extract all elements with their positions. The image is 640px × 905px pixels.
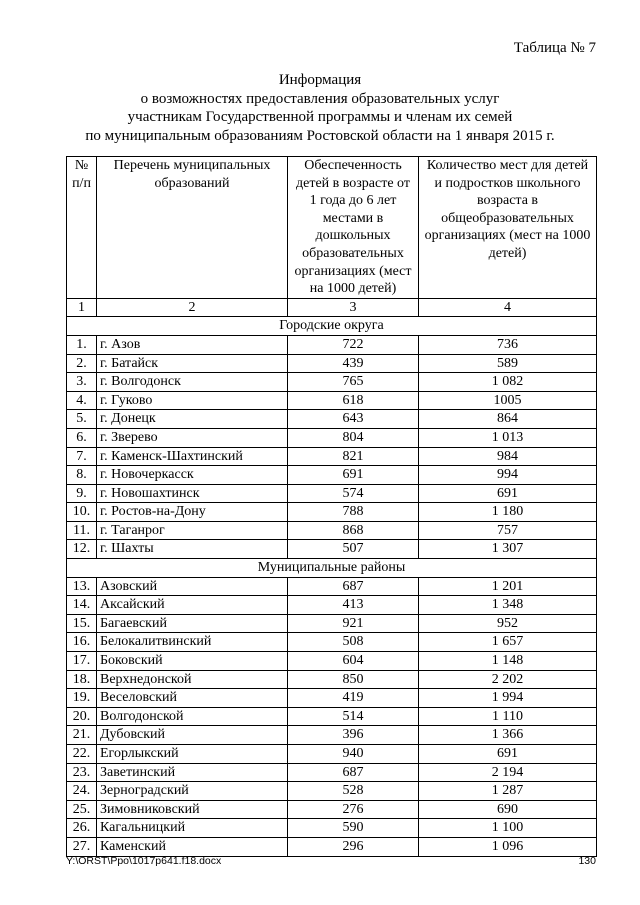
school-value: 1 082 — [419, 373, 597, 392]
row-number: 23. — [67, 763, 97, 782]
table-label: Таблица № 7 — [513, 40, 596, 56]
municipality-name: г. Шахты — [97, 540, 288, 559]
school-value: 1 110 — [419, 707, 597, 726]
header-school: Количество мест для детей и подростков школьного возраста в общеобразовательных организациях (мест на 1000 детей) — [419, 157, 597, 299]
section-title: Муниципальные районы — [67, 559, 597, 578]
row-number: 24. — [67, 782, 97, 801]
municipality-name: г. Батайск — [97, 354, 288, 373]
municipality-name: Багаевский — [97, 614, 288, 633]
school-value: 1 994 — [419, 689, 597, 708]
municipality-name: г. Новошахтинск — [97, 484, 288, 503]
header-municipality: Перечень муниципальных образований — [97, 157, 288, 299]
municipality-name: г. Зверево — [97, 428, 288, 447]
municipality-name: г. Донецк — [97, 410, 288, 429]
table-body — [67, 317, 597, 856]
school-value: 757 — [419, 521, 597, 540]
row-number: 20. — [67, 707, 97, 726]
preschool-value: 618 — [288, 391, 419, 410]
section-row — [67, 559, 597, 578]
school-value: 1 366 — [419, 726, 597, 745]
municipality-name: Каменский — [97, 837, 288, 856]
row-number: 1. — [67, 335, 97, 354]
row-number: 4. — [67, 391, 97, 410]
school-value: 589 — [419, 354, 597, 373]
table-row — [67, 670, 597, 689]
school-value: 1 180 — [419, 503, 597, 522]
municipality-name: Аксайский — [97, 596, 288, 615]
preschool-value: 574 — [288, 484, 419, 503]
preschool-value: 940 — [288, 745, 419, 764]
row-number: 2. — [67, 354, 97, 373]
preschool-value: 276 — [288, 800, 419, 819]
title-line: по муниципальным образованиям Ростовской области на 1 января 2015 г. — [85, 127, 555, 144]
document-title — [60, 71, 580, 145]
row-number: 21. — [67, 726, 97, 745]
table-row — [67, 819, 597, 838]
row-number: 11. — [67, 521, 97, 540]
municipality-name: Кагальницкий — [97, 819, 288, 838]
column-number: 1 — [67, 298, 97, 317]
preschool-value: 514 — [288, 707, 419, 726]
header-number: № п/п — [67, 157, 97, 299]
row-number: 16. — [67, 633, 97, 652]
municipality-name: Зерноградский — [97, 782, 288, 801]
row-number: 27. — [67, 837, 97, 856]
preschool-value: 868 — [288, 521, 419, 540]
table-row — [67, 540, 597, 559]
table-row — [67, 354, 597, 373]
municipality-name: Азовский — [97, 577, 288, 596]
school-value: 1005 — [419, 391, 597, 410]
table-row — [67, 503, 597, 522]
column-number-row — [67, 298, 597, 317]
preschool-value: 687 — [288, 577, 419, 596]
preschool-value: 296 — [288, 837, 419, 856]
row-number: 15. — [67, 614, 97, 633]
municipality-name: г. Ростов-на-Дону — [97, 503, 288, 522]
row-number: 14. — [67, 596, 97, 615]
municipality-name: г. Азов — [97, 335, 288, 354]
table-row — [67, 410, 597, 429]
municipality-name: г. Таганрог — [97, 521, 288, 540]
preschool-value: 590 — [288, 819, 419, 838]
table-row — [67, 707, 597, 726]
table-row — [67, 800, 597, 819]
municipality-name: г. Каменск-Шахтинский — [97, 447, 288, 466]
table-row — [67, 763, 597, 782]
school-value: 1 348 — [419, 596, 597, 615]
table-row — [67, 521, 597, 540]
municipality-name: Веселовский — [97, 689, 288, 708]
header-preschool: Обеспеченность детей в возрасте от 1 года до 6 лет местами в дошкольных образовательных организациях (мест на 1000 детей) — [288, 157, 419, 299]
school-value: 994 — [419, 466, 597, 485]
school-value: 690 — [419, 800, 597, 819]
table-row — [67, 373, 597, 392]
school-value: 1 100 — [419, 819, 597, 838]
row-number: 17. — [67, 652, 97, 671]
school-value: 1 013 — [419, 428, 597, 447]
row-number: 12. — [67, 540, 97, 559]
preschool-value: 722 — [288, 335, 419, 354]
section-row — [67, 317, 597, 336]
table-row — [67, 726, 597, 745]
preschool-value: 508 — [288, 633, 419, 652]
school-value: 691 — [419, 484, 597, 503]
preschool-value: 691 — [288, 466, 419, 485]
title-line: о возможностях предоставления образовательных услуг — [140, 90, 500, 107]
municipality-name: г. Гуково — [97, 391, 288, 410]
school-value: 691 — [419, 745, 597, 764]
school-value: 1 148 — [419, 652, 597, 671]
table-row — [67, 782, 597, 801]
table-row — [67, 614, 597, 633]
table-row — [67, 391, 597, 410]
municipality-name: г. Волгодонск — [97, 373, 288, 392]
footer-page-number: 130 — [578, 855, 596, 867]
table-row — [67, 633, 597, 652]
school-value: 2 202 — [419, 670, 597, 689]
school-value: 1 657 — [419, 633, 597, 652]
row-number: 9. — [67, 484, 97, 503]
table-row — [67, 466, 597, 485]
table-row — [67, 447, 597, 466]
preschool-value: 821 — [288, 447, 419, 466]
preschool-value: 804 — [288, 428, 419, 447]
preschool-value: 687 — [288, 763, 419, 782]
table-row — [67, 652, 597, 671]
school-value: 1 307 — [419, 540, 597, 559]
title-line: участникам Государственной программы и членам их семей — [127, 109, 513, 125]
row-number: 26. — [67, 819, 97, 838]
title-line: Информация — [278, 72, 362, 88]
school-value: 1 201 — [419, 577, 597, 596]
school-value: 2 194 — [419, 763, 597, 782]
school-value: 1 096 — [419, 837, 597, 856]
row-number: 5. — [67, 410, 97, 429]
column-number: 4 — [419, 298, 597, 317]
municipality-name: г. Новочеркасск — [97, 466, 288, 485]
table-row — [67, 428, 597, 447]
municipality-name: Верхнедонской — [97, 670, 288, 689]
table-row — [67, 596, 597, 615]
preschool-value: 413 — [288, 596, 419, 615]
school-value: 736 — [419, 335, 597, 354]
municipality-name: Егорлыкский — [97, 745, 288, 764]
table-row — [67, 484, 597, 503]
row-number: 3. — [67, 373, 97, 392]
row-number: 8. — [67, 466, 97, 485]
municipality-name: Дубовский — [97, 726, 288, 745]
column-number: 2 — [97, 298, 288, 317]
municipality-name: Волгодонской — [97, 707, 288, 726]
header-row — [67, 157, 597, 299]
preschool-value: 921 — [288, 614, 419, 633]
preschool-value: 604 — [288, 652, 419, 671]
table-row — [67, 689, 597, 708]
school-value: 1 287 — [419, 782, 597, 801]
preschool-value: 765 — [288, 373, 419, 392]
preschool-value: 507 — [288, 540, 419, 559]
section-title: Городские округа — [67, 317, 597, 336]
column-number: 3 — [288, 298, 419, 317]
table-row — [67, 577, 597, 596]
school-value: 864 — [419, 410, 597, 429]
preschool-value: 396 — [288, 726, 419, 745]
row-number: 18. — [67, 670, 97, 689]
preschool-value: 643 — [288, 410, 419, 429]
municipality-name: Заветинский — [97, 763, 288, 782]
preschool-value: 850 — [288, 670, 419, 689]
row-number: 6. — [67, 428, 97, 447]
preschool-value: 419 — [288, 689, 419, 708]
table-row — [67, 745, 597, 764]
municipality-name: Зимовниковский — [97, 800, 288, 819]
municipality-name: Боковский — [97, 652, 288, 671]
row-number: 19. — [67, 689, 97, 708]
preschool-value: 439 — [288, 354, 419, 373]
footer-file-path: Y:\ORST\Ppo\1017p641.f18.docx — [66, 855, 222, 867]
row-number: 25. — [67, 800, 97, 819]
municipality-name: Белокалитвинский — [97, 633, 288, 652]
table-row — [67, 837, 597, 856]
school-value: 952 — [419, 614, 597, 633]
table-row — [67, 335, 597, 354]
preschool-value: 788 — [288, 503, 419, 522]
row-number: 22. — [67, 745, 97, 764]
school-value: 984 — [419, 447, 597, 466]
data-table — [66, 156, 597, 857]
row-number: 7. — [67, 447, 97, 466]
row-number: 10. — [67, 503, 97, 522]
preschool-value: 528 — [288, 782, 419, 801]
row-number: 13. — [67, 577, 97, 596]
